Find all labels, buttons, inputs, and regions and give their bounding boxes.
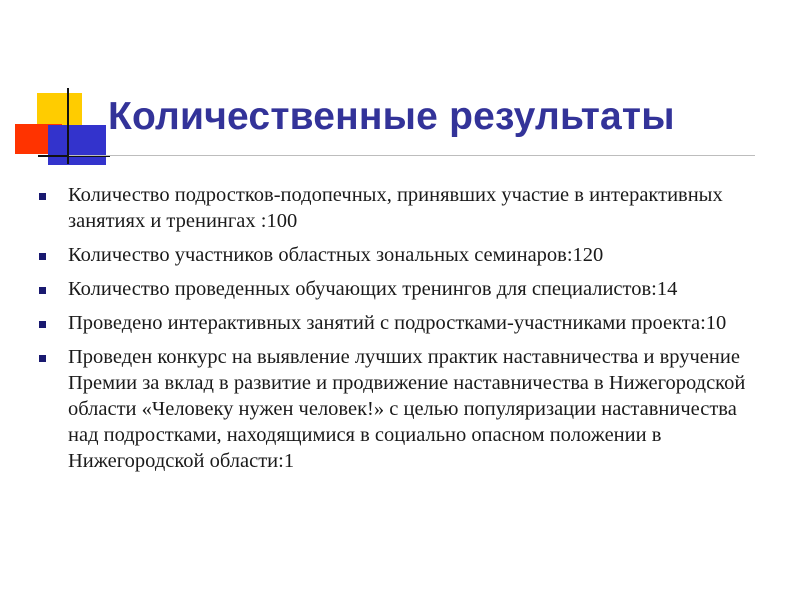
slide-title: Количественные результаты — [108, 95, 675, 138]
bullet-item — [68, 242, 778, 268]
bullet-text: Проведен конкурс на выявление лучших практик наставничества и вручение Премии за вклад в развитие и продвижение наставничества в Нижегородской области «Человеку нужен человек!» с целью популяризации наставничества над подростками, находящимися в социально опасном положении в Нижегородской области:1 — [68, 346, 746, 472]
bullet-square-icon — [39, 253, 46, 260]
decoration-blue-square — [48, 125, 106, 165]
bullet-item — [68, 182, 778, 234]
bullet-text: Количество проведенных обучающих тренингов для специалистов:14 — [68, 278, 678, 300]
bullet-text: Количество участников областных зональных семинаров:120 — [68, 244, 604, 266]
bullet-square-icon — [39, 193, 46, 200]
title-underline — [69, 155, 755, 156]
bullet-item — [68, 276, 778, 302]
bullet-square-icon — [39, 321, 46, 328]
bullet-item — [68, 310, 778, 336]
title-decoration — [0, 0, 110, 170]
bullet-text: Количество подростков-подопечных, принявших участие в интерактивных занятиях и тренингах :100 — [68, 184, 723, 232]
bullet-item — [68, 344, 778, 474]
bullet-text: Проведено интерактивных занятий с подростками-участниками проекта:10 — [68, 312, 727, 334]
bullet-list — [68, 182, 778, 482]
bullet-square-icon — [39, 287, 46, 294]
decoration-vertical-line — [67, 88, 69, 164]
bullet-square-icon — [39, 355, 46, 362]
